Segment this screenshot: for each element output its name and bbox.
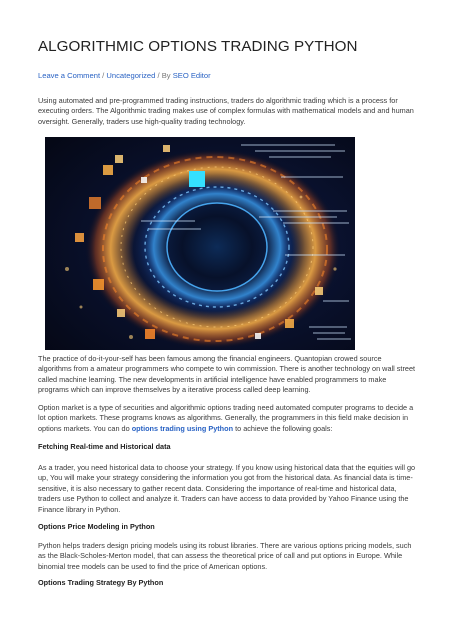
leave-comment-link[interactable]: Leave a Comment: [38, 71, 101, 80]
options-market-paragraph: [38, 403, 416, 434]
meta-separator: /: [100, 71, 107, 80]
meta-by-separator: / By: [155, 71, 173, 80]
fetching-data-paragraph: As a trader, you need historical data to choose your strategy. If you know using historical data that the equities will go up, You will make your strategy considering the information you got from the historical data. As financial data is time-sensitive, it is also necessary to gather recent data. Considering the importance of real-time and historical data, traders use Python to collect and analyze it. Traders can have access to data provided by Yahoo Finance using the Finance library in Python.: [38, 463, 416, 514]
diy-paragraph: The practice of do-it-your-self has been famous among the financial engineers. Quantopian crowed source algorithms from a amateur programmers who compete to win commission. There is another technology on wall street called machine learning. The new developments in artificial intelligence have enabled programmers to make programs which can improve themselves by a iterative process called deep learning.: [38, 354, 416, 395]
price-modeling-paragraph: Python helps traders design pricing models using its robust libraries. There are various options pricing models, such as the Black-Scholes-Merton model, that can assess the theoretical price of call and put options in Europe. While binomial tree models can be used to find the price of American options.: [38, 541, 412, 571]
options-trading-python-link[interactable]: options trading using Python: [131, 423, 234, 433]
category-link[interactable]: Uncategorized: [106, 71, 156, 80]
page-title: ALGORITHMIC OPTIONS TRADING PYTHON: [38, 38, 358, 55]
intro-paragraph: Using automated and pre-programmed trading instructions, traders do algorithmic trading which is a process for executing orders. The Algorithmic trading makes use of complex formulas with mathematical models and and human oversight. Generally, traders use high-quality trading technology.: [38, 96, 414, 126]
post-meta: [38, 71, 211, 80]
heading-price-modeling: Options Price Modeling in Python: [38, 522, 155, 531]
circular-data-visualization-image: [45, 137, 355, 350]
heading-fetching-data: Fetching Real-time and Historical data: [38, 442, 171, 451]
author-link[interactable]: SEO Editor: [172, 71, 211, 80]
options-market-text-end: to achieve the following goals:: [233, 423, 333, 433]
options-market-text: Option market is a type of securities and algorithmic options trading need automated computer programs to decide a lot option markets. These programs knows as algorithms. Generally, the programmers in this field make decision in options markets. You can do: [38, 403, 414, 433]
heading-trading-strategy: Options Trading Strategy By Python: [38, 578, 164, 587]
